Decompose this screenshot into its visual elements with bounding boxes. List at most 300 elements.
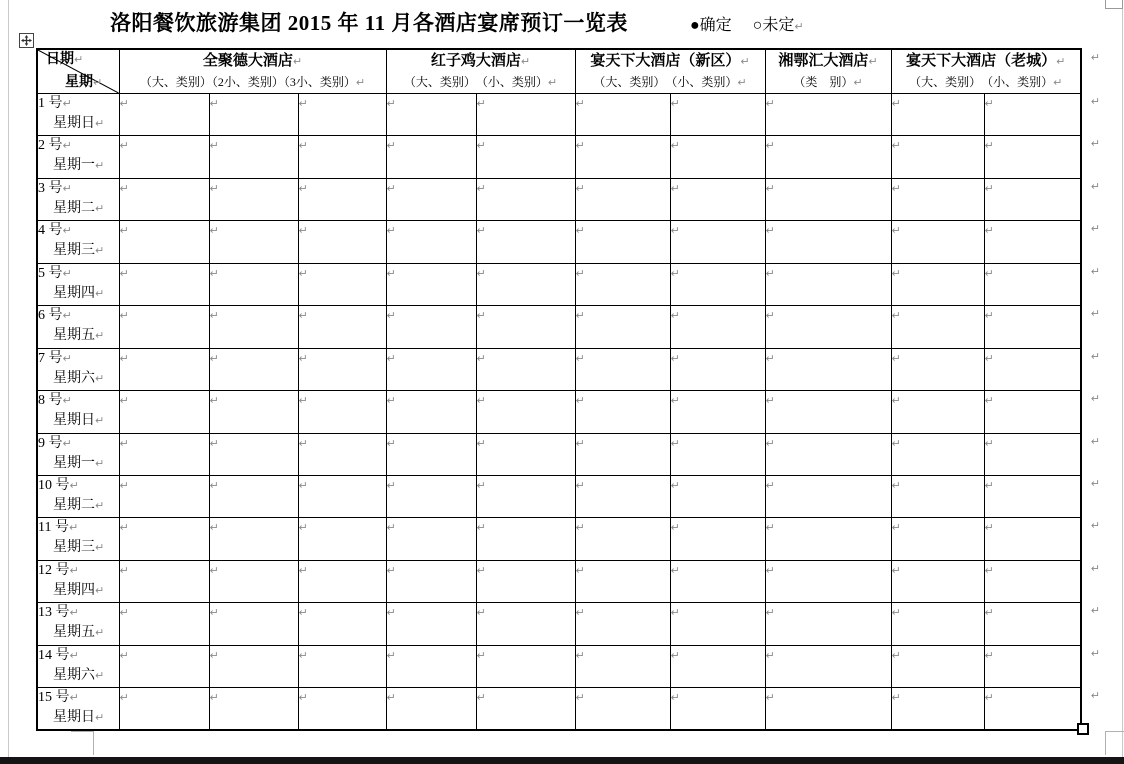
table-row — [37, 688, 1081, 730]
hotel-name: 宴天下大酒店（新区）↵ — [590, 53, 750, 69]
paragraph-mark-icon: ↵ — [984, 394, 994, 408]
booking-cell[interactable] — [765, 518, 891, 560]
table-row — [37, 263, 1081, 305]
paragraph-mark-icon: ↵ — [386, 478, 396, 492]
booking-cell[interactable] — [298, 475, 386, 517]
paragraph-mark-icon: ↵ — [298, 521, 308, 535]
booking-cell[interactable] — [670, 645, 765, 687]
paragraph-mark-icon: ↵ — [794, 20, 804, 33]
paragraph-mark-icon: ↵ — [95, 583, 105, 597]
booking-cell[interactable] — [891, 348, 984, 390]
paragraph-mark-icon: ↵ — [1053, 76, 1063, 89]
paragraph-mark-icon: ↵ — [575, 436, 585, 450]
date-cell — [37, 94, 119, 136]
paragraph-mark-icon: ↵ — [476, 521, 486, 535]
paragraph-mark-icon: ↵ — [95, 244, 105, 258]
booking-cell[interactable] — [476, 603, 575, 645]
booking-cell[interactable] — [891, 263, 984, 305]
booking-cell[interactable] — [386, 645, 476, 687]
text-boundary-mark — [1105, 731, 1106, 755]
table-resize-handle[interactable] — [1077, 723, 1089, 735]
booking-cell[interactable] — [209, 688, 298, 730]
booking-cell[interactable] — [119, 560, 209, 602]
booking-cell[interactable] — [476, 178, 575, 220]
end-of-row-mark-icon: ↵ — [1090, 604, 1100, 618]
booking-cell[interactable] — [891, 688, 984, 730]
end-of-row-mark-icon: ↵ — [1090, 264, 1100, 278]
booking-cell[interactable] — [298, 560, 386, 602]
paragraph-mark-icon: ↵ — [95, 498, 105, 512]
booking-cell[interactable] — [891, 94, 984, 136]
paragraph-mark-icon: ↵ — [765, 224, 775, 238]
booking-cell[interactable] — [984, 94, 1100, 136]
booking-cell[interactable] — [984, 603, 1100, 645]
booking-cell[interactable] — [298, 221, 386, 263]
paragraph-mark-icon: ↵ — [765, 97, 775, 110]
day-label: 5 号↵ — [38, 265, 72, 281]
booking-cell[interactable] — [670, 391, 765, 433]
paragraph-mark-icon: ↵ — [95, 117, 105, 130]
day-label: 9 号↵ — [38, 435, 72, 451]
hotel-subheader: （大、类别） （小、类别）↵ — [403, 75, 558, 89]
paragraph-mark-icon: ↵ — [386, 648, 396, 662]
booking-cell[interactable] — [575, 603, 670, 645]
paragraph-mark-icon: ↵ — [119, 139, 129, 153]
paragraph-mark-icon: ↵ — [95, 201, 105, 215]
paragraph-mark-icon: ↵ — [69, 478, 79, 492]
booking-cell[interactable] — [298, 306, 386, 348]
booking-cell[interactable] — [575, 433, 670, 475]
booking-cell[interactable] — [765, 221, 891, 263]
booking-cell[interactable] — [119, 178, 209, 220]
paragraph-mark-icon: ↵ — [62, 394, 72, 408]
booking-cell[interactable] — [298, 136, 386, 178]
end-of-row-mark-icon: ↵ — [1090, 689, 1100, 703]
booking-cell[interactable] — [386, 518, 476, 560]
paragraph-mark-icon: ↵ — [119, 436, 129, 450]
booking-cell[interactable] — [119, 306, 209, 348]
corner-header-cell — [37, 49, 119, 94]
booking-cell[interactable] — [984, 391, 1100, 433]
paragraph-mark-icon: ↵ — [670, 394, 680, 408]
paragraph-mark-icon: ↵ — [119, 563, 129, 577]
booking-cell[interactable] — [119, 136, 209, 178]
booking-cell[interactable] — [298, 263, 386, 305]
paragraph-mark-icon: ↵ — [984, 266, 994, 280]
booking-cell[interactable] — [575, 263, 670, 305]
weekday-label: 星期五↵ — [53, 328, 105, 344]
booking-cell[interactable] — [298, 391, 386, 433]
booking-cell[interactable] — [298, 603, 386, 645]
paragraph-mark-icon: ↵ — [62, 436, 72, 450]
booking-cell[interactable] — [119, 263, 209, 305]
paragraph-mark-icon: ↵ — [209, 266, 219, 280]
paragraph-mark-icon: ↵ — [575, 521, 585, 535]
booking-cell[interactable] — [386, 221, 476, 263]
paragraph-mark-icon: ↵ — [209, 309, 219, 323]
booking-cell[interactable] — [891, 433, 984, 475]
paragraph-mark-icon: ↵ — [891, 266, 901, 280]
booking-cell[interactable] — [386, 348, 476, 390]
paragraph-mark-icon: ↵ — [119, 181, 129, 195]
paragraph-mark-icon: ↵ — [119, 521, 129, 535]
date-cell — [37, 603, 119, 645]
booking-cell[interactable] — [476, 348, 575, 390]
table-row — [37, 94, 1081, 136]
booking-cell[interactable] — [209, 560, 298, 602]
hotel-header-cell — [386, 49, 575, 94]
booking-cell[interactable] — [476, 433, 575, 475]
booking-cell[interactable] — [119, 94, 209, 136]
table-row — [37, 391, 1081, 433]
paragraph-mark-icon: ↵ — [95, 626, 105, 640]
booking-cell[interactable] — [476, 560, 575, 602]
paragraph-mark-icon: ↵ — [69, 563, 79, 577]
table-row — [37, 603, 1081, 645]
booking-cell[interactable] — [984, 263, 1100, 305]
booking-cell[interactable] — [476, 518, 575, 560]
hotel-name: 全聚德大酒店↵ — [202, 53, 303, 69]
booking-cell[interactable] — [984, 645, 1100, 687]
paragraph-mark-icon: ↵ — [209, 563, 219, 577]
booking-cell[interactable] — [386, 94, 476, 136]
booking-cell[interactable] — [386, 306, 476, 348]
booking-cell[interactable] — [575, 221, 670, 263]
paragraph-mark-icon: ↵ — [765, 606, 775, 620]
paragraph-mark-icon: ↵ — [209, 97, 219, 110]
hotel-name: 湘鄂汇大酒店↵ — [778, 53, 878, 69]
booking-cell[interactable] — [298, 688, 386, 730]
paragraph-mark-icon: ↵ — [209, 478, 219, 492]
table-row — [37, 475, 1081, 517]
paragraph-mark-icon: ↵ — [119, 691, 129, 705]
paragraph-mark-icon: ↵ — [119, 394, 129, 408]
booking-cell[interactable] — [765, 560, 891, 602]
booking-cell[interactable] — [209, 603, 298, 645]
booking-cell[interactable] — [298, 348, 386, 390]
paragraph-mark-icon: ↵ — [69, 691, 79, 705]
paragraph-mark-icon: ↵ — [476, 351, 486, 365]
paragraph-mark-icon: ↵ — [476, 224, 486, 238]
booking-cell[interactable] — [670, 688, 765, 730]
booking-cell[interactable] — [575, 136, 670, 178]
booking-cell[interactable] — [476, 136, 575, 178]
paragraph-mark-icon: ↵ — [891, 563, 901, 577]
booking-cell[interactable] — [575, 391, 670, 433]
paragraph-mark-icon: ↵ — [670, 224, 680, 238]
booking-cell[interactable] — [119, 645, 209, 687]
paragraph-mark-icon: ↵ — [119, 224, 129, 238]
booking-cell[interactable] — [209, 178, 298, 220]
booking-cell[interactable] — [670, 94, 765, 136]
booking-cell[interactable] — [476, 688, 575, 730]
paragraph-mark-icon: ↵ — [209, 436, 219, 450]
paragraph-mark-icon: ↵ — [209, 521, 219, 535]
paragraph-mark-icon: ↵ — [298, 181, 308, 195]
date-cell — [37, 433, 119, 475]
booking-cell[interactable] — [476, 391, 575, 433]
date-cell — [37, 136, 119, 178]
paragraph-mark-icon: ↵ — [670, 648, 680, 662]
paragraph-mark-icon: ↵ — [984, 436, 994, 450]
paragraph-mark-icon: ↵ — [292, 55, 303, 68]
paragraph-mark-icon: ↵ — [386, 224, 396, 238]
booking-cell[interactable] — [670, 178, 765, 220]
booking-cell[interactable] — [765, 136, 891, 178]
booking-cell[interactable] — [891, 136, 984, 178]
booking-cell[interactable] — [386, 136, 476, 178]
booking-cell[interactable] — [670, 348, 765, 390]
date-cell — [37, 391, 119, 433]
page-title: 洛阳餐饮旅游集团 2015 年 11 月各酒店宴席预订一览表 — [110, 11, 628, 35]
table-move-handle[interactable] — [19, 33, 34, 48]
day-label: 4 号↵ — [38, 223, 72, 239]
paragraph-mark-icon: ↵ — [984, 351, 994, 365]
paragraph-mark-icon: ↵ — [740, 55, 750, 68]
booking-cell[interactable] — [891, 475, 984, 517]
booking-cell[interactable] — [984, 475, 1100, 517]
booking-cell[interactable] — [575, 178, 670, 220]
booking-cell[interactable] — [891, 603, 984, 645]
table-row — [37, 136, 1081, 178]
weekday-label: 星期一↵ — [53, 455, 105, 471]
booking-cell[interactable] — [476, 94, 575, 136]
paragraph-mark-icon: ↵ — [670, 266, 680, 280]
paragraph-mark-icon: ↵ — [476, 266, 486, 280]
booking-cell[interactable] — [670, 475, 765, 517]
paragraph-mark-icon: ↵ — [93, 76, 103, 89]
booking-cell[interactable] — [476, 306, 575, 348]
weekday-label: 星期六↵ — [53, 667, 105, 683]
paragraph-mark-icon: ↵ — [891, 181, 901, 195]
booking-cell[interactable] — [386, 178, 476, 220]
end-of-row-mark-icon: ↵ — [1090, 561, 1100, 575]
booking-cell[interactable] — [119, 391, 209, 433]
paragraph-mark-icon: ↵ — [119, 97, 129, 110]
booking-cell[interactable] — [476, 221, 575, 263]
booking-cell[interactable] — [984, 221, 1100, 263]
booking-cell[interactable] — [984, 178, 1100, 220]
booking-cell[interactable] — [891, 306, 984, 348]
booking-cell[interactable] — [670, 518, 765, 560]
booking-cell[interactable] — [670, 136, 765, 178]
booking-cell[interactable] — [209, 94, 298, 136]
booking-cell[interactable] — [209, 306, 298, 348]
booking-cell[interactable] — [575, 475, 670, 517]
table-row — [37, 178, 1081, 220]
booking-cell[interactable] — [298, 433, 386, 475]
legend-confirmed: ●确定 — [690, 17, 732, 34]
paragraph-mark-icon: ↵ — [891, 478, 901, 492]
paragraph-mark-icon: ↵ — [386, 563, 396, 577]
booking-cell[interactable] — [575, 348, 670, 390]
paragraph-mark-icon: ↵ — [575, 266, 585, 280]
paragraph-mark-icon: ↵ — [476, 478, 486, 492]
booking-cell[interactable] — [765, 348, 891, 390]
paragraph-mark-icon: ↵ — [575, 97, 585, 110]
booking-cell[interactable] — [670, 221, 765, 263]
booking-cell[interactable] — [670, 560, 765, 602]
page-right-edge — [1122, 0, 1123, 764]
table-row — [37, 306, 1081, 348]
booking-cell[interactable] — [119, 433, 209, 475]
paragraph-mark-icon: ↵ — [984, 478, 994, 492]
paragraph-mark-icon: ↵ — [95, 159, 105, 173]
booking-cell[interactable] — [575, 518, 670, 560]
paragraph-mark-icon: ↵ — [670, 309, 680, 323]
booking-cell[interactable] — [298, 178, 386, 220]
paragraph-mark-icon: ↵ — [984, 563, 994, 577]
paragraph-mark-icon: ↵ — [891, 648, 901, 662]
booking-cell[interactable] — [765, 391, 891, 433]
booking-cell[interactable] — [209, 391, 298, 433]
booking-cell[interactable] — [984, 306, 1100, 348]
booking-cell[interactable] — [119, 603, 209, 645]
booking-cell[interactable] — [119, 518, 209, 560]
paragraph-mark-icon: ↵ — [984, 181, 994, 195]
booking-cell[interactable] — [670, 433, 765, 475]
booking-cell[interactable] — [476, 475, 575, 517]
booking-cell[interactable] — [209, 645, 298, 687]
booking-cell[interactable] — [386, 475, 476, 517]
paragraph-mark-icon: ↵ — [209, 224, 219, 238]
paragraph-mark-icon: ↵ — [355, 76, 366, 89]
weekday-label: 星期二↵ — [53, 200, 105, 216]
paragraph-mark-icon: ↵ — [119, 648, 129, 662]
booking-cell[interactable] — [575, 688, 670, 730]
booking-cell[interactable] — [575, 94, 670, 136]
page-left-edge — [8, 0, 9, 764]
paragraph-mark-icon: ↵ — [69, 648, 79, 662]
booking-cell[interactable] — [119, 475, 209, 517]
paragraph-mark-icon: ↵ — [95, 541, 105, 555]
booking-cell[interactable] — [891, 391, 984, 433]
booking-cell[interactable] — [670, 603, 765, 645]
paragraph-mark-icon: ↵ — [386, 97, 396, 110]
booking-cell[interactable] — [765, 645, 891, 687]
paragraph-mark-icon: ↵ — [74, 53, 84, 66]
booking-cell[interactable] — [209, 518, 298, 560]
paragraph-mark-icon: ↵ — [62, 266, 72, 280]
day-label: 6 号↵ — [38, 308, 72, 324]
booking-cell[interactable] — [670, 263, 765, 305]
booking-cell[interactable] — [386, 603, 476, 645]
booking-cell[interactable] — [765, 433, 891, 475]
day-label: 8 号↵ — [38, 393, 72, 409]
booking-cell[interactable] — [891, 178, 984, 220]
end-of-row-mark-icon: ↵ — [1090, 434, 1100, 448]
paragraph-mark-icon: ↵ — [984, 97, 994, 110]
booking-cell[interactable] — [984, 560, 1100, 602]
booking-cell[interactable] — [765, 475, 891, 517]
booking-cell[interactable] — [386, 391, 476, 433]
paragraph-mark-icon: ↵ — [386, 309, 396, 323]
booking-cell[interactable] — [984, 518, 1100, 560]
booking-cell[interactable] — [575, 306, 670, 348]
booking-cell[interactable] — [298, 518, 386, 560]
weekday-label: 星期五↵ — [53, 625, 105, 641]
paragraph-mark-icon: ↵ — [95, 668, 105, 682]
legend-pending: ○未定 — [752, 17, 795, 34]
day-label: 2 号↵ — [38, 138, 72, 154]
paragraph-mark-icon: ↵ — [670, 691, 680, 705]
booking-cell[interactable] — [298, 645, 386, 687]
paragraph-mark-icon: ↵ — [765, 139, 775, 153]
booking-cell[interactable] — [209, 221, 298, 263]
booking-cell[interactable] — [575, 645, 670, 687]
booking-cell[interactable] — [984, 348, 1100, 390]
paragraph-mark-icon: ↵ — [891, 691, 901, 705]
booking-cell[interactable] — [891, 645, 984, 687]
paragraph-mark-icon: ↵ — [575, 394, 585, 408]
day-label: 14 号↵ — [38, 647, 79, 663]
paragraph-mark-icon: ↵ — [765, 394, 775, 408]
booking-cell[interactable] — [476, 263, 575, 305]
booking-cell[interactable] — [575, 560, 670, 602]
booking-cell[interactable] — [386, 688, 476, 730]
booking-cell[interactable] — [765, 263, 891, 305]
end-of-row-mark-icon: ↵ — [1090, 519, 1100, 533]
paragraph-mark-icon: ↵ — [575, 351, 585, 365]
booking-cell[interactable] — [765, 94, 891, 136]
paragraph-mark-icon: ↵ — [69, 606, 79, 620]
day-label: 1 号↵ — [38, 96, 72, 111]
booking-cell[interactable] — [765, 178, 891, 220]
legend — [690, 12, 804, 35]
booking-cell[interactable] — [476, 645, 575, 687]
booking-cell[interactable] — [891, 221, 984, 263]
paragraph-mark-icon: ↵ — [575, 691, 585, 705]
booking-cell[interactable] — [209, 475, 298, 517]
booking-cell[interactable] — [386, 263, 476, 305]
end-of-row-mark-icon: ↵ — [1090, 392, 1100, 406]
booking-cell[interactable] — [891, 560, 984, 602]
booking-cell[interactable] — [119, 688, 209, 730]
booking-cell[interactable] — [209, 433, 298, 475]
paragraph-mark-icon: ↵ — [119, 606, 129, 620]
paragraph-mark-icon: ↵ — [670, 478, 680, 492]
date-cell — [37, 645, 119, 687]
booking-cell[interactable] — [670, 306, 765, 348]
booking-cell[interactable] — [984, 688, 1100, 730]
paragraph-mark-icon: ↵ — [298, 478, 308, 492]
booking-cell[interactable] — [765, 306, 891, 348]
booking-cell[interactable] — [984, 433, 1100, 475]
booking-cell[interactable] — [209, 136, 298, 178]
corner-week-label: 星期↵ — [65, 75, 103, 90]
paragraph-mark-icon: ↵ — [95, 371, 105, 385]
booking-cell[interactable] — [386, 433, 476, 475]
text-boundary-mark — [93, 731, 94, 755]
booking-cell[interactable] — [386, 560, 476, 602]
booking-cell[interactable] — [119, 221, 209, 263]
booking-cell[interactable] — [984, 136, 1100, 178]
booking-cell[interactable] — [119, 348, 209, 390]
booking-cell[interactable] — [765, 603, 891, 645]
booking-cell[interactable] — [298, 94, 386, 136]
date-cell — [37, 560, 119, 602]
booking-cell[interactable] — [209, 263, 298, 305]
day-label: 11 号↵ — [38, 520, 79, 536]
booking-cell[interactable] — [765, 688, 891, 730]
booking-cell[interactable] — [209, 348, 298, 390]
booking-cell[interactable] — [891, 518, 984, 560]
day-label: 3 号↵ — [38, 180, 72, 196]
date-cell — [37, 475, 119, 517]
date-cell — [37, 263, 119, 305]
paragraph-mark-icon: ↵ — [298, 563, 308, 577]
weekday-label: 星期六↵ — [53, 370, 105, 386]
